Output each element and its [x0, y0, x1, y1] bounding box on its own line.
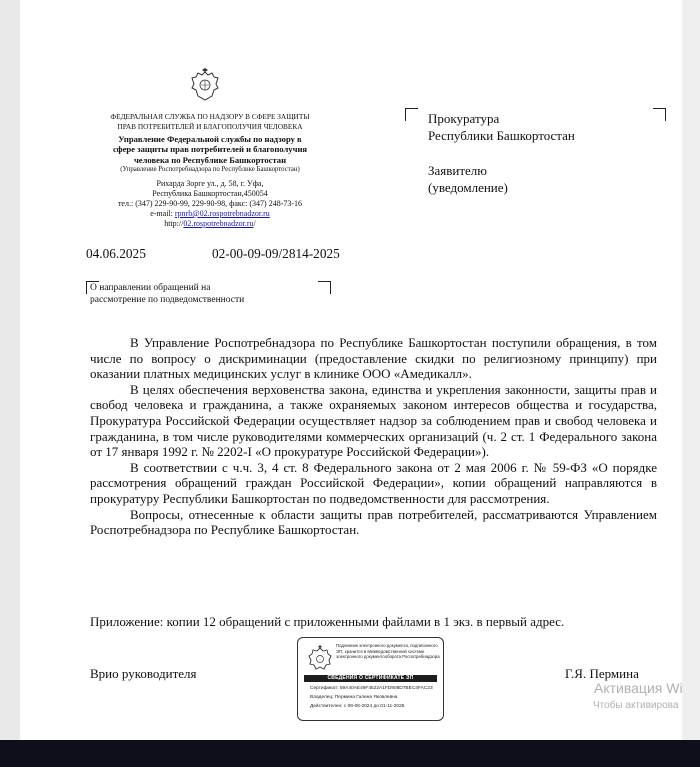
agency-line: ФЕДЕРАЛЬНАЯ СЛУЖБА ПО НАДЗОРУ В СФЕРЕ ЗАЩИТЫ: [110, 112, 310, 121]
stamp-title: СВЕДЕНИЯ О СЕРТИФИКАТЕ ЭП: [304, 675, 437, 682]
subject-block: [90, 282, 244, 306]
registration-number: 02-00-09-09/2814-2025: [212, 246, 340, 261]
emblem-icon: [308, 645, 332, 671]
subject-line: О направлении обращений на: [90, 283, 211, 293]
letter-body: [90, 335, 657, 538]
document-date: 04.06.2025: [86, 246, 146, 261]
activation-watermark-title: Активация Wi: [594, 680, 683, 696]
agency-line: ПРАВ ПОТРЕБИТЕЛЕЙ И БЛАГОПОЛУЧИЯ ЧЕЛОВЕКА: [117, 122, 303, 131]
phone-line: тел.: (347) 229-90-99, 229-90-98, факс: (347) 248-73-16: [117, 198, 303, 208]
department-line: Управление Федеральной службы по надзору в: [118, 134, 302, 144]
email-label: e-mail:: [150, 208, 175, 218]
email-line: [70, 209, 350, 219]
web-label: http://: [164, 218, 184, 228]
addressee-line: Республики Башкортостан: [428, 128, 575, 143]
certificate-serial: Сертификат: 59A40AE49F4522A1FD908D7BEC4FAC23: [310, 686, 433, 691]
viewer-background-right: [682, 0, 700, 767]
body-paragraph: В Управление Роспотребнадзора по Республике Башкортостан поступили обращения, в том числе по вопросу о дискриминации (предоставление скидки по религиозному принципу) при оказании платных медицинских услуг в клинике ООО «Амедикалл».: [90, 335, 657, 382]
short-name: (Управление Роспотребнадзора по Республике Башкортостан): [120, 165, 300, 173]
body-paragraph: В соответствии с ч.ч. 3, 4 ст. 8 Федерального закона от 2 мая 2006 г. № 59-ФЗ «О порядке рассмотрения обращений граждан Российской Федерации», копии обращений направляются в прокуратуру Республики Башкортостан по подведомственности для рассмотрения.: [90, 459, 657, 506]
addressee-corner-right: [653, 108, 666, 121]
coat-of-arms-icon: [190, 68, 220, 104]
addressee-line: Прокуратура: [428, 111, 500, 126]
subject-corner-right: [318, 281, 331, 294]
signatory-position: Врио руководителя: [90, 666, 197, 681]
viewer-background-left: [0, 0, 20, 767]
department-line: сфере защиты прав потребителей и благополучия: [112, 144, 308, 155]
signatory-name: Г.Я. Пермина: [565, 666, 639, 681]
address-line: Рихарда Зорге ул., д. 58, г. Уфа,: [156, 178, 264, 188]
attachment-line: Приложение: копии 12 обращений с приложенными файлами в 1 экз. в первый адрес.: [90, 614, 565, 629]
addressee-line: Заявителю: [428, 163, 488, 178]
e-signature-stamp: [297, 637, 444, 721]
agency-header: [70, 112, 350, 229]
web-line: [70, 219, 350, 229]
taskbar: [0, 740, 700, 767]
addressee-line: (уведомление): [428, 180, 508, 195]
stamp-intro: Подлинник электронного документа, подписанного ЭП, хранится в Межведомственной системе электронного документооборота Роспотребнадзора: [336, 643, 440, 659]
addressee-block: [428, 110, 575, 196]
body-paragraph: Вопросы, отнесенные к области защиты прав потребителей, рассматриваются Управлением Роспотребнадзора по Республике Башкортостан.: [90, 506, 657, 538]
certificate-owner: Владелец: Пермина Галина Яковлевна: [310, 695, 398, 700]
activation-watermark-text: Чтобы активирова: [593, 700, 679, 711]
web-suffix: /: [253, 218, 256, 228]
web-link[interactable]: 02.rospotrebnadzor.ru: [183, 218, 254, 228]
department-line: человека по Республике Башкортостан: [133, 154, 287, 165]
subject-line: рассмотрение по подведомственности: [90, 295, 245, 305]
addressee-corner-left: [405, 108, 418, 121]
address-line: Республика Башкортостан,450054: [152, 188, 268, 198]
body-paragraph: В целях обеспечения верховенства закона, единства и укрепления законности, защиты прав и свобод человека и гражданина, а также охраняемых законом интересов общества и государства, Прокуратура Российской Федерации осуществляет надзор за соблюдением прав и свобод человека и гражданина, в том числе руководителями коммерческих организаций (ч. 2 ст. 1 Федерального закона от 17 января 1992 г. № 2202-I «О прокуратуре Российской Федерации»).: [90, 381, 657, 460]
email-link[interactable]: rpnrb@02.rospotrebnadzor.ru: [174, 208, 270, 218]
certificate-validity: Действителен: с 08-08-2024 до 01-11-2025: [310, 704, 405, 709]
